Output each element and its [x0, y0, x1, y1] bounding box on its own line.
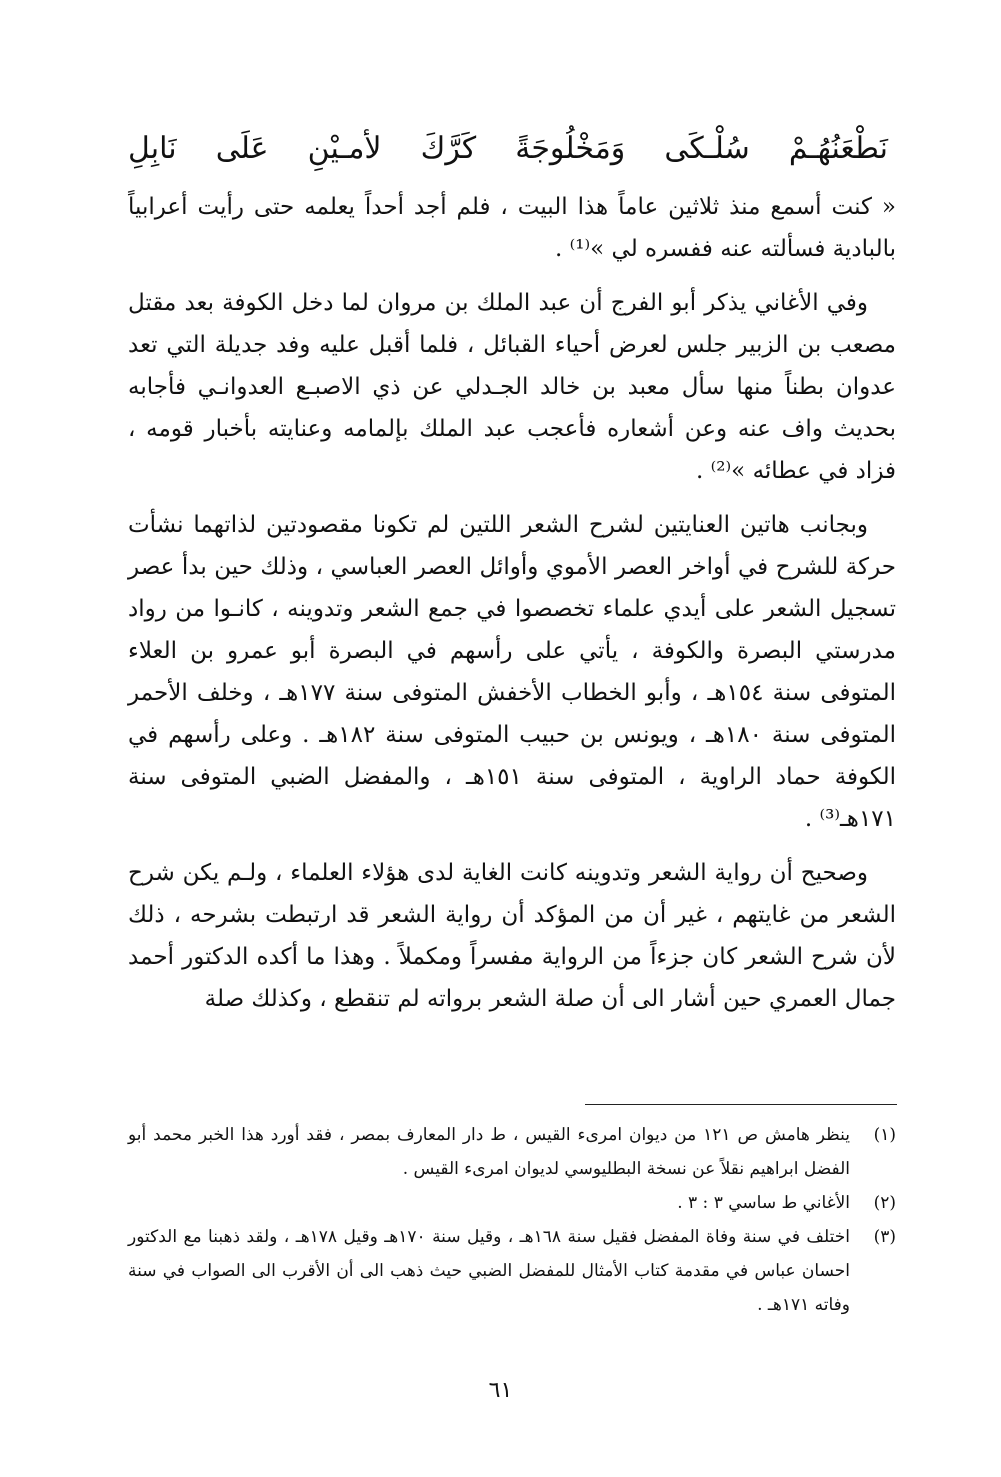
- footnotes: [128, 1118, 896, 1322]
- footnote-text: اختلف في سنة وفاة المفضل فقيل سنة ١٦٨هـ ، وقيل سنة ١٧٠هـ وقيل ١٧٨هـ ، ولقد ذهبنا مع الدكتور احسان عباس في مقدمة كتاب الأمثال للمفضل الضبي حيث ذهب الى أن الأقرب الى الصواب في سنة وفاته ١٧١هـ .: [128, 1227, 850, 1315]
- paragraph-aghani: وفي الأغاني يذكر أبو الفرج أن عبد الملك بن مروان لما دخل الكوفة بعد مقتل مصعب بن الزبير جلس لعرض أحياء القبائل ، فلما أقبل عليه وفد جديلة التي تعد عدوان بطناً منها سأل معبد بن خالد الجـدلي عن ذي الاصبـع العدوانـي فأجابه بحديث واف عنه وعن أشعاره فأعجب عبد الملك بإلمامه وعنايته بأخبار قومه ، فزاد في عطائه »⁽²⁾ .: [128, 290, 896, 484]
- footnote-number: (٣): [873, 1227, 896, 1247]
- page-number: ٦١: [488, 1378, 513, 1403]
- paragraph-commentary-movement: وبجانب هاتين العنايتين لشرح الشعر اللتين لم تكونا مقصودتين لذاتهما نشأت حركة للشرح في أواخر العصر الأموي وأوائل العصر العباسي ، وذلك حين بدأ عصر تسجيل الشعر على أيدي علماء تخصصوا في جمع الشعر وتدوينه ، كانـوا من رواد مدرستي البصرة والكوفة ، يأتي على رأسهم في البصرة أبو عمرو بن العلاء المتوفى سنة ١٥٤هـ ، وأبو الخطاب الأخفش المتوفى سنة ١٧٧هـ ، وخلف الأحمر المتوفى سنة ١٨٠هـ ، ويونس بن حبيب المتوفى سنة ١٨٢هـ . وعلى رأسهم في الكوفة حماد الراوية ، المتوفى سنة ١٥١هـ ، والمفضل الضبي المتوفى سنة ١٧١هـ⁽³⁾ .: [128, 512, 897, 832]
- verse-word: وَمَخْلُوجَةً: [515, 130, 626, 166]
- verse-word: عَلَى: [215, 130, 269, 166]
- verse-word: كَرَّكَ: [420, 130, 477, 166]
- footnote-text: الأغاني ط ساسي ٣ : ٣ .: [677, 1193, 850, 1213]
- verse-word: نَطْعَنُهُـمْ: [788, 130, 888, 166]
- verse-word: سُلْـكَى: [664, 130, 750, 166]
- verse-word: لأمـيْنِ: [307, 130, 382, 166]
- paragraph-quote: « كنت أسمع منذ ثلاثين عاماً هذا البيت ، فلم أجد أحداً يعلمه حتى رأيت أعرابياً بالبادية فسألته عنه ففسره لي »⁽¹⁾ .: [128, 194, 896, 262]
- paragraph-narration: وصحيح أن رواية الشعر وتدوينه كانت الغاية لدى هؤلاء العلماء ، ولـم يكن شرح الشعر من غايتهم ، غير أن من المؤكد أن رواية الشعر قد ارتبطت بشرحه ، ذلك لأن شرح الشعر كان جزءاً من الرواية مفسراً ومكملاً . وهذا ما أكده الدكتور أحمد جمال العمري حين أشار الى أن صلة الشعر برواته لم تنقطع ، وكذلك صلة: [128, 860, 896, 1012]
- footnote-divider: [585, 1104, 897, 1105]
- footnote-number: (٢): [873, 1193, 896, 1213]
- footnote-2: [128, 1186, 896, 1220]
- main-text: [128, 186, 896, 1032]
- footnote-number: (١): [873, 1125, 896, 1145]
- verse-word: نَابِلِ: [128, 130, 177, 166]
- footnote-1: [128, 1118, 896, 1186]
- poetry-verse: [128, 118, 888, 178]
- footnote-text: ينظر هامش ص ١٢١ من ديوان امرىء القيس ، ط دار المعارف بمصر ، فقد أورد هذا الخبر محمد أبو الفضل ابراهيم نقلاً عن نسخة البطليوسي لديوان امرىء القيس .: [128, 1125, 850, 1179]
- footnote-3: [128, 1220, 896, 1322]
